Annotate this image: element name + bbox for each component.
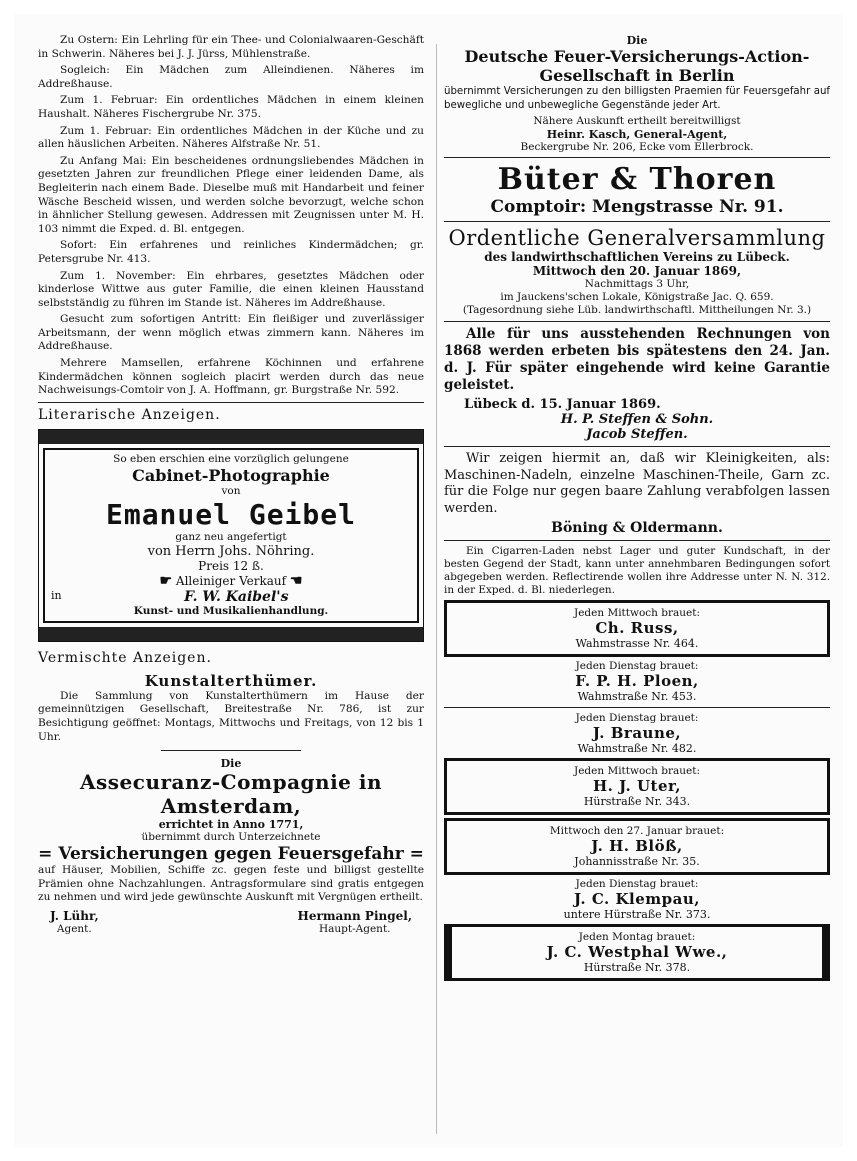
ad-apprentice: Zu Ostern: Ein Lehrling für ein Thee- und Colonialwaaren-Geschäft in Schwerin. Näheres bei J. J. Jürss, Mühlenstraße.: [38, 34, 424, 60]
ad-maid-3: Zum 1. Februar: Ein ordentliches Mädchen in der Küche und zu allen häuslichen Arbeiten. Näheres Alfstraße Nr. 51.: [38, 124, 424, 151]
insurance-takes: übernimmt durch Unterzeichnete: [141, 831, 321, 844]
brew-day: Jeden Mittwoch brauet:: [573, 607, 701, 620]
photo-ad-in: in: [51, 588, 62, 602]
left-column: [38, 34, 424, 935]
invoices-signature-1: H. P. Steffen & Sohn.: [560, 412, 714, 428]
photo-ad-new: ganz neu angefertigt: [175, 530, 287, 543]
brewer-address: Wahmstraße Nr. 453.: [577, 690, 697, 704]
fire-die: Die: [626, 34, 648, 47]
assembly-time: Nachmittags 3 Uhr,: [584, 278, 690, 291]
brewer-name: J. Braune,: [592, 724, 682, 743]
brewer-address: Hürstraße Nr. 378.: [583, 961, 691, 975]
brewer-name: F. P. H. Ploen,: [575, 672, 699, 691]
fire-text: übernimmt Versicherungen zu den billigsten Praemien für Feuersgefahr auf bewegliche und unbewegliche Gegenstände jeder Art.: [444, 86, 830, 111]
ad-placement-office: Mehrere Mamsellen, erfahrene Köchinnen und erfahrene Kindermädchen können sogleich placirt werden durch das neue Nachweisungs-Comtoir von J. A. Hoffmann, gr. Burgstraße Nr. 592.: [38, 357, 424, 397]
ad-nanny: Sofort: Ein erfahrenes und reinliches Kindermädchen; gr. Petersgrube Nr. 413.: [38, 239, 424, 265]
decorative-bar: [39, 627, 423, 641]
newspaper-page: [14, 14, 843, 1147]
decorative-bar: [39, 430, 423, 444]
column-divider: [436, 44, 437, 1134]
photo-ad-seller: F. W. Kaibel's: [184, 588, 289, 605]
divider-line: [161, 750, 301, 751]
insurance-die: Die: [220, 757, 242, 771]
antiques-text: Die Sammlung von Kunstalterthümern im Hause der gemeinnützigen Gesellschaft, Breitestraße Nr. 786, ist zur Besichtigung geöffnet: Montags, Mittwochs und Freitags, von 12 bis 1 Uhr.: [38, 689, 424, 743]
brewer-ad: [444, 712, 830, 755]
invoices-date: Lübeck d. 15. Januar 1869.: [464, 397, 661, 413]
brewer-address: Johannisstraße Nr. 35.: [574, 855, 700, 869]
divider-line: [444, 446, 830, 447]
photo-ad-sale: Alleiniger Verkauf: [175, 573, 287, 588]
brewer-name: Ch. Russ,: [595, 619, 679, 638]
brewer-name: H. J. Uter,: [592, 777, 682, 796]
brew-day: Jeden Mittwoch brauet:: [573, 765, 701, 778]
insurance-established: errichtet in Anno 1771,: [158, 818, 304, 832]
photo-ad-product: Cabinet-Photographie: [132, 465, 330, 485]
brewer-ad: [444, 758, 830, 815]
firm-name: Büter & Thoren: [497, 162, 777, 198]
notice-signature: Böning & Oldermann.: [551, 520, 723, 537]
right-column: [444, 34, 830, 984]
photo-ad-sale-line: [51, 573, 411, 589]
brewer-address: untere Hürstraße Nr. 373.: [563, 908, 711, 922]
brewer-address: Hürstraße Nr. 343.: [583, 795, 691, 809]
brewer-name: J. C. Westphal Wwe.,: [546, 943, 728, 962]
brew-day: Jeden Dienstag brauet:: [575, 712, 699, 725]
pointing-hand-icon: ☛: [159, 572, 173, 589]
photo-ad-shop: Kunst- und Musikalienhandlung.: [133, 604, 329, 617]
photo-ad-von: von: [221, 484, 241, 497]
brew-day: Jeden Dienstag brauet:: [575, 878, 699, 891]
brewer-ad: [444, 878, 830, 921]
photo-ad-price: Preis 12 ß.: [198, 558, 264, 573]
brew-day: Jeden Montag brauet:: [578, 931, 696, 944]
fire-info: Nähere Auskunft ertheilt bereitwilligst: [533, 115, 741, 128]
brewer-ad: [444, 818, 830, 875]
cigar-shop-ad: Ein Cigarren-Laden nebst Lager und guter Kundschaft, in der besten Gegend der Stadt, kann unter annehmbaren Bedingungen sofort abgegeben werden. Reflectirende wollen ihre Addresse unter N. N. 312. in der Exped. d. Bl. niederlegen.: [444, 545, 830, 597]
notice-text: Wir zeigen hiermit an, daß wir Kleinigkeiten, als: Maschinen-Nadeln, einzelne Maschinen-Theile, Garn zc. für die Folge nur gegen baare Zahlung verabfolgen lassen werden.: [444, 451, 830, 516]
ad-companion: Zu Anfang Mai: Ein bescheidenes ordnungsliebendes Mädchen in gesetzten Jahren zur freundlichen Pflege einer leidenden Dame, als Begleiterin nach einem Bade. Dieselbe muß mit Handarbeit und feiner Wäsche Bescheid wissen, und werden solche bevorzugt, welche schon in ähnlicher Stellung gewesen. Addressen mit Zeugnissen unter M. H. 103 nimmt die Exped. d. Bl. entgegen.: [38, 154, 424, 235]
assembly-agenda: (Tagesordnung siehe Lüb. landwirthschaftl. Mittheilungen Nr. 3.): [462, 304, 812, 317]
antiques-title: Kunstalterthümer.: [144, 671, 318, 690]
brew-day: Mittwoch den 27. Januar brauet:: [549, 825, 725, 838]
divider-line: [444, 157, 830, 158]
fire-title-2: Gesellschaft in Berlin: [539, 66, 735, 85]
fire-address: Beckergrube Nr. 206, Ecke vom Ellerbrock.: [520, 141, 754, 154]
section-title-misc: Vermischte Anzeigen.: [38, 649, 212, 666]
photo-ad-subject: Emanuel Geibel: [105, 497, 356, 531]
brewer-ad: [444, 660, 830, 703]
fire-agent: Heinr. Kasch, General-Agent,: [546, 128, 728, 142]
brewer-ad: [444, 924, 830, 981]
firm-office: Comptoir: Mengstrasse Nr. 91.: [490, 197, 784, 218]
insurance-headline: = Versicherungen gegen Feuersgefahr =: [38, 844, 424, 865]
assembly-sub: des landwirthschaftlichen Vereins zu Lübeck.: [484, 250, 790, 265]
divider-line: [444, 321, 830, 322]
photo-ad-photographer: von Herrn Johs. Nöhring.: [147, 543, 315, 559]
brewer-address: Wahmstrasse Nr. 464.: [575, 637, 699, 651]
invoices-text: Alle für uns ausstehenden Rechnungen von 1868 werden erbeten bis spätestens den 24. Jan. d. J. Für später eingehende wird keine Garantie geleistet.: [444, 326, 830, 394]
photo-ad: [38, 429, 424, 642]
photo-ad-box: [43, 448, 419, 623]
brewer-ad: [444, 600, 830, 657]
ad-housekeeper: Zum 1. November: Ein ehrbares, gesetztes Mädchen oder kinderlose Wittwe aus guter Familie, die einen kleinen Hausstand selbstständig zu führen im Stande ist. Näheres im Addreßhause.: [38, 269, 424, 309]
brewer-address: Wahmstraße Nr. 482.: [577, 742, 697, 756]
ad-maid-2: Zum 1. Februar: Ein ordentliches Mädchen in einem kleinen Haushalt. Näheres Fischergrube Nr. 375.: [38, 94, 424, 120]
brew-day: Jeden Dienstag brauet:: [575, 660, 699, 673]
signature-main-agent: Hermann Pingel, Haupt-Agent.: [297, 909, 412, 935]
fire-title-1: Deutsche Feuer-Versicherungs-Action-: [464, 47, 810, 66]
divider-line: [444, 707, 830, 708]
invoices-signature-2: Jacob Steffen.: [586, 427, 688, 443]
assembly-date: Mittwoch den 20. Januar 1869,: [532, 264, 742, 279]
ad-worker: Gesucht zum sofortigen Antritt: Ein fleißiger und zuverlässiger Arbeitsmann, der wenn möglich etwas zimmern kann. Näheres im Addreßhause.: [38, 313, 424, 353]
insurance-title: Assecuranz-Compagnie in Amsterdam,: [80, 770, 382, 819]
insurance-text: auf Häuser, Mobilien, Schiffe zc. gegen feste und billigst gestellte Prämien ohne Nachzahlungen. Antragsformulare sind gratis entgegen zu nehmen und wird jede gewünschte Auskunft mit Vergnügen ertheilt.: [38, 864, 424, 904]
brewer-name: J. C. Klempau,: [574, 890, 700, 909]
section-title-literary: Literarische Anzeigen.: [38, 406, 221, 423]
pointing-hand-icon: ☚: [289, 572, 303, 589]
ad-maid-1: Sogleich: Ein Mädchen zum Alleindienen. Näheres im Addreßhause.: [38, 64, 424, 90]
insurance-signatures: [38, 909, 424, 935]
divider-line: [444, 221, 830, 222]
assembly-title: Ordentliche Generalversammlung: [448, 226, 826, 251]
photo-ad-intro: So eben erschien eine vorzüglich gelungene: [113, 452, 349, 465]
divider-line: [38, 402, 424, 403]
divider-line: [444, 540, 830, 541]
signature-agent: J. Lühr, Agent.: [50, 909, 99, 935]
assembly-place: im Jauckens'schen Lokale, Königstraße Jac. Q. 659.: [500, 291, 774, 304]
photo-ad-seller-line: [51, 589, 411, 605]
brewer-name: J. H. Blöß,: [591, 837, 683, 856]
